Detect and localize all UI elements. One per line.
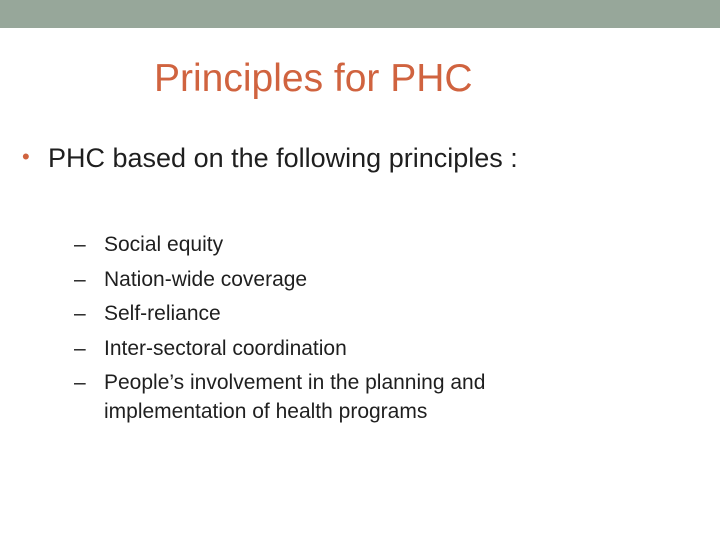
main-bullet — [22, 142, 518, 174]
list-item-text: People’s involvement in the planning and implementation of health programs — [104, 371, 486, 423]
list-item — [74, 368, 574, 426]
list-item-text: Social equity — [104, 233, 224, 256]
main-bullet-text: PHC based on the following principles : — [48, 143, 518, 173]
bullet-dot-icon: • — [22, 144, 30, 169]
list-item — [74, 265, 574, 294]
principles-list — [74, 230, 574, 432]
dash-icon: – — [74, 336, 86, 360]
dash-icon: – — [74, 302, 86, 325]
list-item-text: Inter-sectoral coordination — [104, 336, 347, 360]
dash-icon: – — [74, 371, 86, 394]
list-item — [74, 230, 574, 259]
list-item — [74, 299, 574, 328]
list-item — [74, 334, 574, 363]
slide-title: Principles for PHC — [154, 57, 473, 100]
list-item-text: Nation-wide coverage — [104, 267, 308, 291]
list-item-text: Self-reliance — [104, 302, 221, 325]
dash-icon: – — [74, 233, 86, 256]
dash-icon: – — [74, 267, 86, 291]
header-band — [0, 0, 720, 28]
